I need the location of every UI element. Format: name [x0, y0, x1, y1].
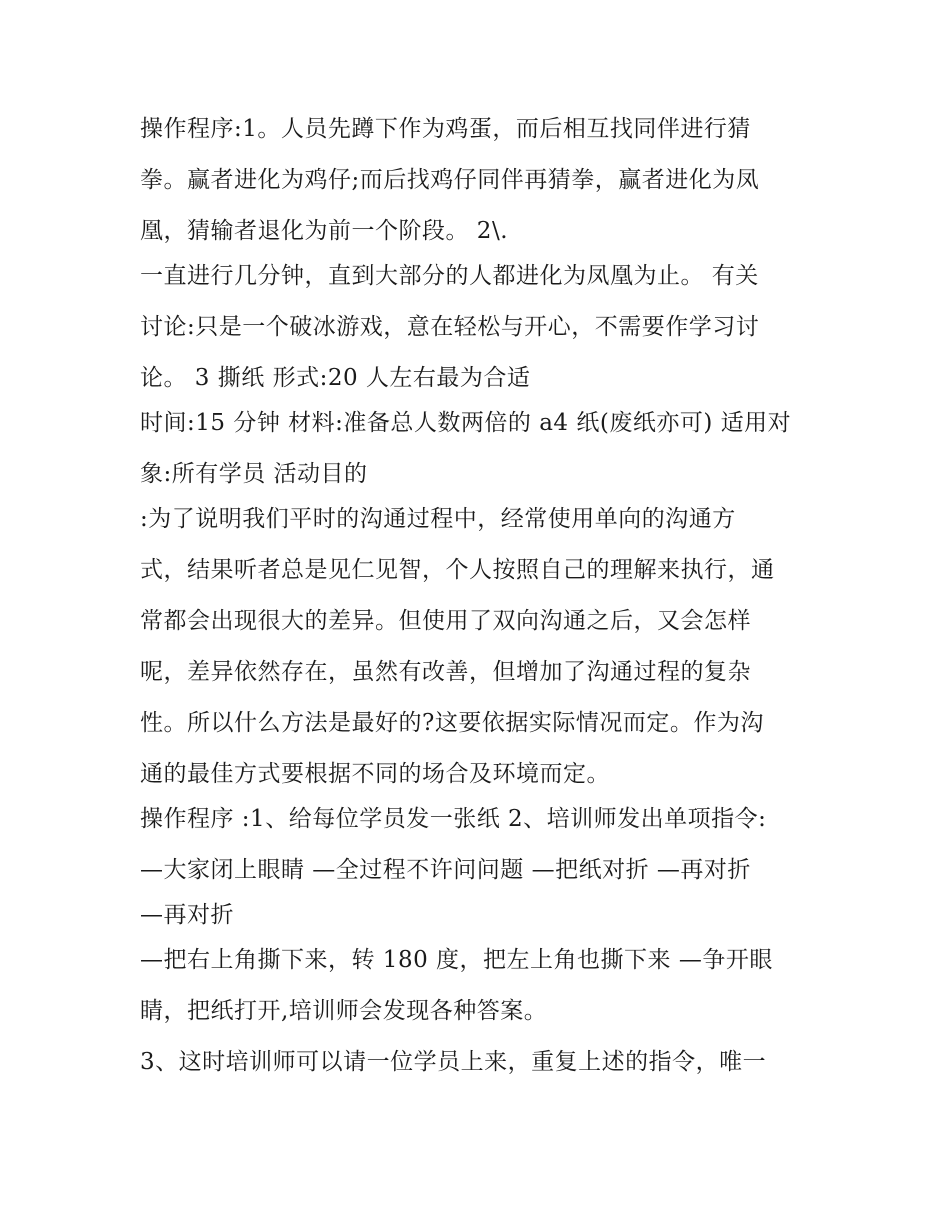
text-line: 式，结果听者总是见仁见智，个人按照自己的理解来执行，通 [140, 557, 775, 583]
text-line: 常都会出现很大的差异。但使用了双向沟通之后，又会怎样 [140, 608, 751, 634]
text-line: 呢，差异依然存在，虽然有改善，但增加了沟通过程的复杂 [140, 659, 751, 685]
text-line: 凰，猜输者退化为前一个阶段。 2\. [140, 218, 509, 244]
text-line: 时间:15 分钟 材料:准备总人数两倍的 a4 纸(废纸亦可) 适用对 [140, 410, 792, 436]
text-line: —把右上角撕下来，转 180 度，把左上角也撕下来 —争开眼 [140, 947, 773, 973]
text-line: 论。 3 撕纸 形式:20 人左右最为合适 [140, 365, 531, 391]
text-line: 睛，把纸打开,培训师会发现各种答案。 [140, 998, 548, 1024]
text-line: 象:所有学员 活动目的 [140, 461, 368, 487]
text-line: 操作程序:1。人员先蹲下作为鸡蛋，而后相互找同伴进行猜 [140, 116, 751, 142]
text-line: 拳。赢者进化为鸡仔;而后找鸡仔同伴再猜拳，赢者进化为凤 [140, 167, 760, 193]
text-line: —大家闭上眼睛 —全过程不许问问题 —把纸对折 —再对折 [140, 857, 751, 883]
text-line: 操作程序 :1、给每位学员发一张纸 2、培训师发出单项指令: [140, 806, 767, 832]
text-line: 性。所以什么方法是最好的?这要依据实际情况而定。作为沟 [140, 710, 764, 736]
text-line: 一直进行几分钟，直到大部分的人都进化为凤凰为止。 有关 [140, 263, 759, 289]
text-line: 3、这时培训师可以请一位学员上来，重复上述的指令，唯一 [140, 1049, 767, 1075]
text-line: —再对折 [140, 902, 234, 928]
text-line: :为了说明我们平时的沟通过程中，经常使用单向的沟通方 [140, 506, 736, 532]
document-body [140, 108, 830, 1092]
text-line: 通的最佳方式要根据不同的场合及环境而定。 [140, 761, 610, 787]
text-line: 讨论:只是一个破冰游戏，意在轻松与开心，不需要作学习讨 [140, 314, 760, 340]
